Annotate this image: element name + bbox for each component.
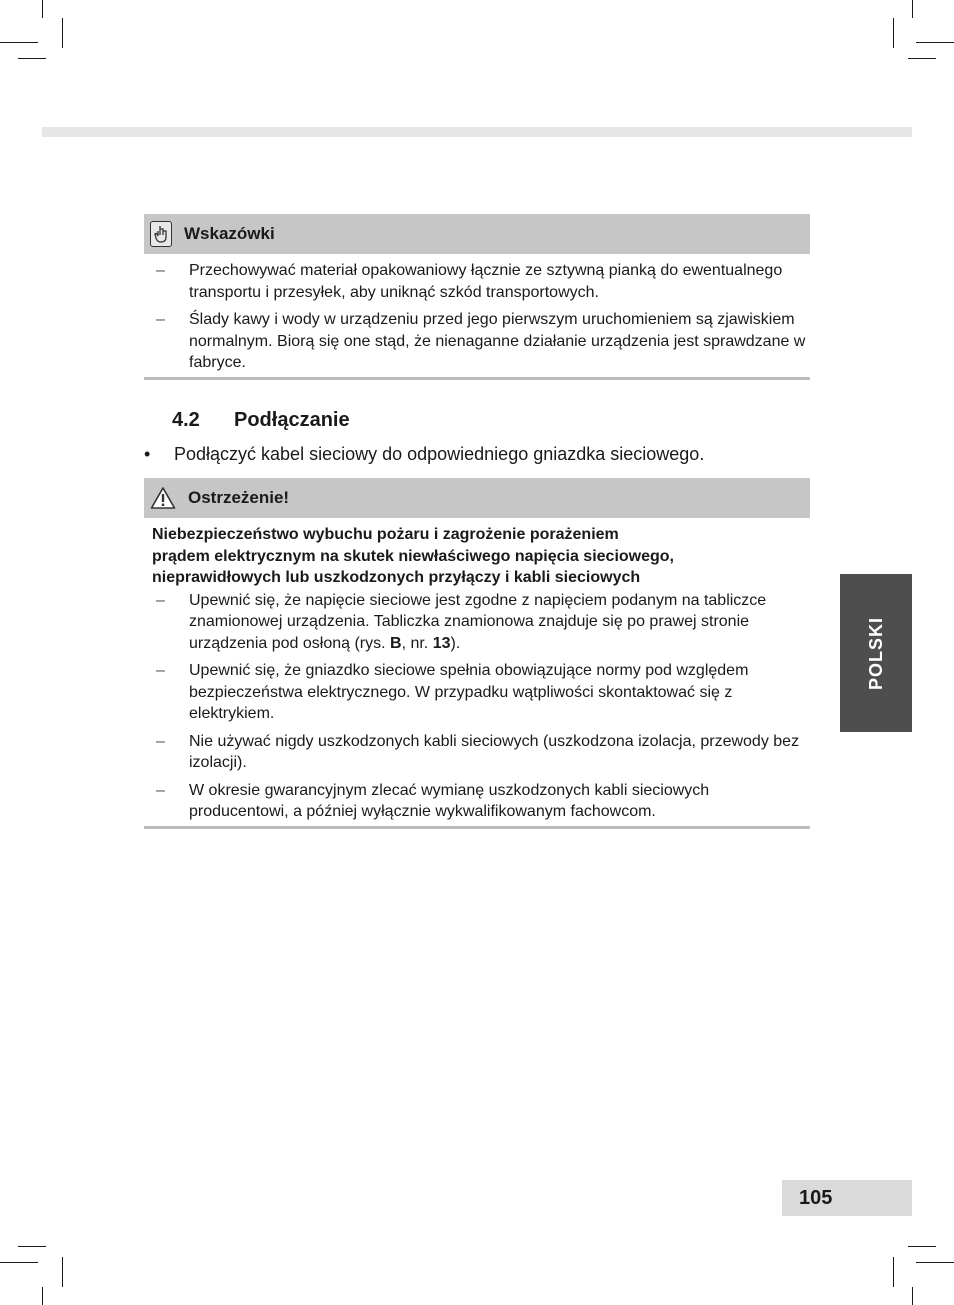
crop-mark	[912, 0, 913, 18]
crop-mark	[908, 58, 936, 59]
section-title: Podłączanie	[234, 409, 350, 431]
section-heading	[172, 409, 350, 432]
list-item: – Nie używać nigdy uszkodzonych kabli sieciowych (uszkodzona izolacja, przewody bez izolacji).	[144, 731, 810, 774]
page-number: 105	[782, 1180, 912, 1216]
warning-intro-line: Niebezpieczeństwo wybuchu pożaru i zagrożenie porażeniem	[152, 526, 619, 543]
crop-mark	[916, 42, 954, 43]
figure-ref: B	[390, 634, 402, 652]
warning-intro-line: prądem elektrycznym na skutek niewłaściwego napięcia sieciowego,	[152, 547, 674, 565]
item-text: Upewnić się, że napięcie sieciowe jest zgodne z napięciem podanym na tabliczce znamionowej urządzenia. Tabliczka znamionowa znajduje się po prawej stronie urządzenia pod osłoną (rys.	[189, 591, 767, 652]
bullet-instruction	[144, 444, 704, 465]
list-item: – Przechowywać materiał opakowaniowy łącznie ze sztywną pianką do ewentualnego transportu i przesyłek, aby uniknąć szkód transportowych.	[144, 260, 810, 303]
warning-intro	[144, 524, 810, 589]
tips-list	[144, 260, 810, 374]
tips-header	[144, 214, 810, 254]
crop-mark	[893, 1257, 894, 1287]
crop-mark	[893, 18, 894, 48]
language-label: POLSKI	[865, 616, 886, 690]
header-band	[42, 127, 912, 137]
hand-pointing-icon	[150, 221, 172, 247]
crop-mark	[42, 0, 43, 18]
warning-title: Ostrzeżenie!	[188, 488, 290, 507]
crop-mark	[908, 1246, 936, 1247]
bullet-symbol: •	[144, 444, 151, 464]
warning-box	[144, 478, 810, 829]
item-text: , nr.	[401, 634, 433, 652]
tips-box	[144, 214, 810, 380]
warning-triangle-icon	[150, 486, 176, 510]
crop-mark	[62, 18, 63, 48]
list-item: – Upewnić się, że gniazdko sieciowe spełnia obowiązujące normy pod względem bezpieczeństwa elektrycznego. W przypadku wątpliwości skontaktować się z elektrykiem.	[144, 660, 810, 725]
crop-mark	[62, 1257, 63, 1287]
warning-bottom-rule	[144, 826, 810, 829]
crop-mark	[18, 1246, 46, 1247]
crop-mark	[18, 58, 46, 59]
crop-mark	[916, 1262, 954, 1263]
crop-mark	[912, 1287, 913, 1305]
crop-mark	[0, 42, 38, 43]
number-ref: 13	[432, 634, 451, 652]
list-item: – W okresie gwarancyjnym zlecać wymianę uszkodzonych kabli sieciowych producentowi, a później wyłącznie wykwalifikowanym fachowcom.	[144, 780, 810, 823]
tips-title: Wskazówki	[184, 224, 275, 243]
crop-mark	[0, 1262, 38, 1263]
warning-intro-line: nieprawidłowych lub uszkodzonych przyłączy i kabli sieciowych	[152, 569, 641, 586]
section-number: 4.2	[172, 409, 200, 431]
tips-bottom-rule	[144, 377, 810, 380]
warning-list	[144, 590, 810, 823]
list-item	[144, 590, 810, 655]
item-text: ).	[450, 634, 461, 652]
crop-mark	[42, 1287, 43, 1305]
warning-header	[144, 478, 810, 518]
list-item: – Ślady kawy i wody w urządzeniu przed jego pierwszym uruchomieniem są zjawiskiem normalnym. Biorą się one stąd, że nienaganne działanie urządzenia jest sprawdzane w fabryce.	[144, 309, 810, 374]
bullet-text: Podłączyć kabel sieciowy do odpowiedniego gniazdka sieciowego.	[174, 444, 705, 464]
language-tab	[840, 574, 912, 732]
